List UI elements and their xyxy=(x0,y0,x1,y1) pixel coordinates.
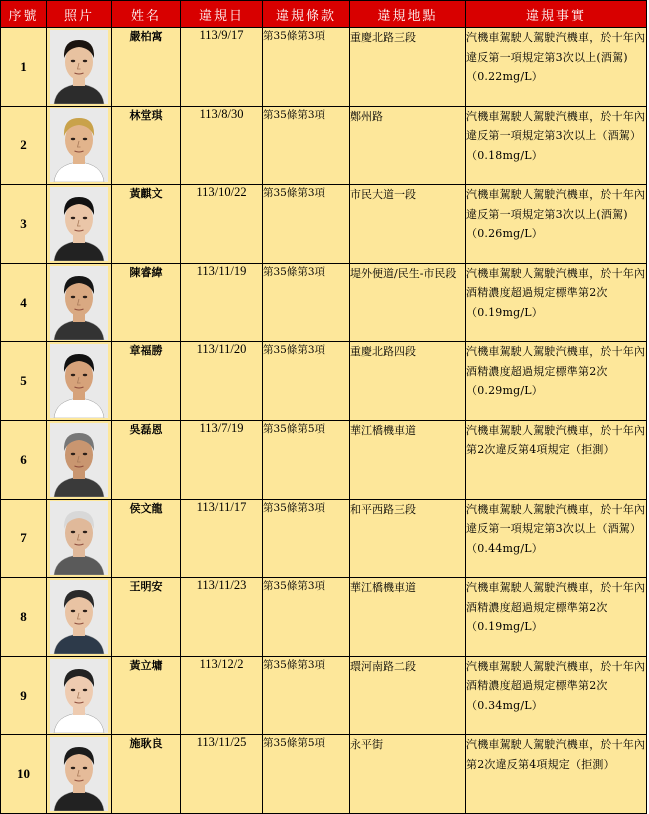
violation-location: 鄭州路 xyxy=(350,106,466,185)
row-number: 10 xyxy=(1,735,47,814)
violation-location: 環河南路二段 xyxy=(350,656,466,735)
violation-location: 華江橋機車道 xyxy=(350,578,466,657)
offender-name: 黃麒文 xyxy=(112,185,181,264)
violation-article: 第35條第3項 xyxy=(263,499,350,578)
violation-date: 113/11/19 xyxy=(181,263,263,342)
violation-location: 重慶北路三段 xyxy=(350,28,466,107)
column-header-law: 違規條款 xyxy=(263,1,350,28)
table-row xyxy=(1,420,647,499)
table-row xyxy=(1,28,647,107)
violation-date: 113/9/17 xyxy=(181,28,263,107)
portrait-photo-icon xyxy=(50,737,108,811)
portrait-photo-icon xyxy=(50,108,108,182)
column-header-no: 序號 xyxy=(1,1,47,28)
violation-fact: 汽機車駕駛人駕駛汽機車，於十年內酒精濃度超過規定標準第2次（0.34mg/L） xyxy=(466,656,647,735)
offender-name: 黃立墉 xyxy=(112,656,181,735)
violation-location: 重慶北路四段 xyxy=(350,342,466,421)
table-row xyxy=(1,342,647,421)
violation-article: 第35條第5項 xyxy=(263,735,350,814)
table-row xyxy=(1,106,647,185)
offender-name: 章福勝 xyxy=(112,342,181,421)
violation-date: 113/11/17 xyxy=(181,499,263,578)
photo-cell xyxy=(47,28,112,107)
table-row xyxy=(1,735,647,814)
offender-name: 吳磊恩 xyxy=(112,420,181,499)
violation-fact: 汽機車駕駛人駕駛汽機車，於十年內違反第一項規定第3次以上（酒駕）（0.18mg/L） xyxy=(466,106,647,185)
violation-fact: 汽機車駕駛人駕駛汽機車，於十年內酒精濃度超過規定標準第2次（0.19mg/L） xyxy=(466,263,647,342)
row-number: 1 xyxy=(1,28,47,107)
violation-article: 第35條第3項 xyxy=(263,28,350,107)
row-number: 4 xyxy=(1,263,47,342)
photo-cell xyxy=(47,499,112,578)
offender-name: 嚴柏寓 xyxy=(112,28,181,107)
violation-location: 市民大道一段 xyxy=(350,185,466,264)
column-header-photo: 照片 xyxy=(47,1,112,28)
column-header-date: 違規日 xyxy=(181,1,263,28)
offender-name: 林堂琪 xyxy=(112,106,181,185)
offender-name: 陳睿緯 xyxy=(112,263,181,342)
photo-cell xyxy=(47,185,112,264)
portrait-photo-icon xyxy=(50,30,108,104)
table-header-row xyxy=(1,1,647,28)
table-row xyxy=(1,185,647,264)
portrait-photo-icon xyxy=(50,187,108,261)
photo-cell xyxy=(47,420,112,499)
column-header-fact: 違規事實 xyxy=(466,1,647,28)
column-header-place: 違規地點 xyxy=(350,1,466,28)
violation-article: 第35條第3項 xyxy=(263,578,350,657)
violation-date: 113/11/20 xyxy=(181,342,263,421)
violation-fact: 汽機車駕駛人駕駛汽機車，於十年內酒精濃度超過規定標準第2次（0.29mg/L） xyxy=(466,342,647,421)
violation-date: 113/8/30 xyxy=(181,106,263,185)
violation-location: 華江橋機車道 xyxy=(350,420,466,499)
portrait-photo-icon xyxy=(50,266,108,340)
violation-date: 113/11/23 xyxy=(181,578,263,657)
row-number: 2 xyxy=(1,106,47,185)
row-number: 3 xyxy=(1,185,47,264)
offender-name: 王明安 xyxy=(112,578,181,657)
table-row xyxy=(1,578,647,657)
violation-date: 113/11/25 xyxy=(181,735,263,814)
photo-cell xyxy=(47,106,112,185)
violation-fact: 汽機車駕駛人駕駛汽機車，於十年內酒精濃度超過規定標準第2次（0.19mg/L） xyxy=(466,578,647,657)
row-number: 7 xyxy=(1,499,47,578)
violation-location: 堤外便道/民生-市民段 xyxy=(350,263,466,342)
violation-article: 第35條第5項 xyxy=(263,420,350,499)
violation-fact: 汽機車駕駛人駕駛汽機車，於十年內第2次違反第4項規定（拒測） xyxy=(466,420,647,499)
photo-cell xyxy=(47,263,112,342)
violation-fact: 汽機車駕駛人駕駛汽機車，於十年內第2次違反第4項規定（拒測） xyxy=(466,735,647,814)
offender-name: 施耿良 xyxy=(112,735,181,814)
row-number: 8 xyxy=(1,578,47,657)
table-row xyxy=(1,656,647,735)
violation-fact: 汽機車駕駛人駕駛汽機車，於十年內違反第一項規定第3次以上（酒駕）（0.44mg/L） xyxy=(466,499,647,578)
row-number: 9 xyxy=(1,656,47,735)
row-number: 6 xyxy=(1,420,47,499)
portrait-photo-icon xyxy=(50,501,108,575)
table-row xyxy=(1,499,647,578)
violation-date: 113/7/19 xyxy=(181,420,263,499)
portrait-photo-icon xyxy=(50,344,108,418)
violation-article: 第35條第3項 xyxy=(263,106,350,185)
photo-cell xyxy=(47,656,112,735)
violation-fact: 汽機車駕駛人駕駛汽機車，於十年內違反第一項規定第3次以上(酒駕)（0.26mg/L） xyxy=(466,185,647,264)
offender-name: 侯文龍 xyxy=(112,499,181,578)
violation-article: 第35條第3項 xyxy=(263,263,350,342)
portrait-photo-icon xyxy=(50,659,108,733)
violation-location: 和平西路三段 xyxy=(350,499,466,578)
photo-cell xyxy=(47,342,112,421)
violation-fact: 汽機車駕駛人駕駛汽機車，於十年內違反第一項規定第3次以上(酒駕)（0.22mg/L） xyxy=(466,28,647,107)
violation-article: 第35條第3項 xyxy=(263,656,350,735)
portrait-photo-icon xyxy=(50,580,108,654)
violation-location: 永平街 xyxy=(350,735,466,814)
portrait-photo-icon xyxy=(50,423,108,497)
violation-date: 113/12/2 xyxy=(181,656,263,735)
photo-cell xyxy=(47,578,112,657)
row-number: 5 xyxy=(1,342,47,421)
violation-article: 第35條第3項 xyxy=(263,185,350,264)
violation-article: 第35條第3項 xyxy=(263,342,350,421)
violation-date: 113/10/22 xyxy=(181,185,263,264)
photo-cell xyxy=(47,735,112,814)
column-header-name: 姓名 xyxy=(112,1,181,28)
table-row xyxy=(1,263,647,342)
